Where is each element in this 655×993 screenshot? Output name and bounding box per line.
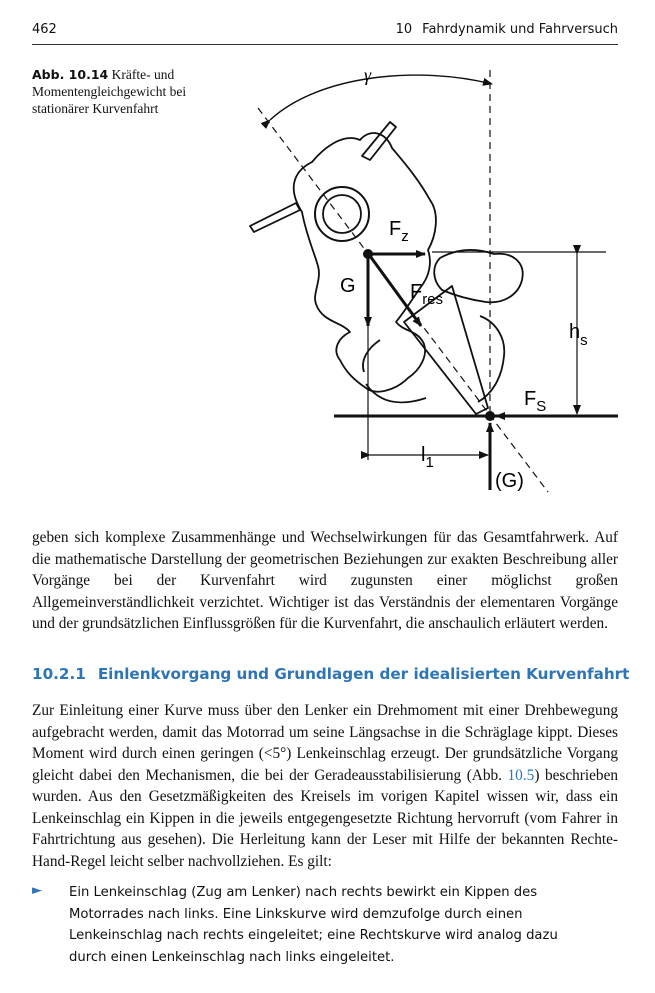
section-title: Einlenkvorgang und Grundlagen der idealisierten Kurvenfahrt bbox=[97, 665, 630, 683]
g-label: G bbox=[340, 275, 356, 297]
chapter-title: Fahrdynamik und Fahrversuch bbox=[422, 22, 618, 37]
bullet-text: Ein Lenkeinschlag (Zug am Lenker) nach rechts bewirkt ein Kippen des Motorrades nach links. Eine Linkskurve wird demzufolge durch einen Lenkeinschlag nach rechts eingeleitet; eine Rechtskurve wird analog dazu durch einen Lenkeinschlag nach links eingeleitet. bbox=[69, 885, 558, 965]
figure-label: Abb. 10.14 bbox=[32, 67, 109, 82]
running-head bbox=[396, 22, 618, 37]
g-reaction-label: (G) bbox=[495, 470, 524, 492]
page-number: 462 bbox=[32, 22, 57, 37]
paragraph-steering-part2: ) beschrieben wurden. Aus den Gesetzmäßigkeiten des Kreisels im vorigen Kapitel wissen wir, dass ein Lenkeinschlag ein Kippen in die jeweils entgegengesetzte Richtung hervorruft (vom Fahrer in Fahrtrichtung aus gesehen). Die Herleitung kann der Leser mit Hilfe der bekannten Rechte-Hand-Regel leicht selber nachvollziehen. Es gilt: bbox=[32, 766, 619, 870]
figure-motorcycle-cornering bbox=[220, 55, 640, 505]
motorcycle-silhouette bbox=[250, 122, 523, 414]
paragraph-steering-part1: Zur Einleitung einer Kurve muss über den Lenker ein Drehmoment mit einer Drehbewegung aufgebracht werden, damit das Motorrad um seine Längsachse in die Schräglage kippt. Dieses Moment wird durch einen geringen (<5°) Lenkeinschlag erzeugt. Der grundsätzliche Vorgang gleicht dabei den Mechanismen, die bei der Geradeausstabilisierung (Abb. bbox=[32, 702, 618, 784]
figure-reference-link[interactable]: 10.5 bbox=[507, 766, 535, 784]
paragraph-steering bbox=[32, 700, 618, 872]
hs-label: $h_s$ bbox=[569, 321, 588, 349]
figure-caption bbox=[32, 66, 217, 117]
header-rule bbox=[32, 44, 618, 45]
gamma-label: γ bbox=[364, 65, 372, 85]
section-heading bbox=[32, 665, 630, 683]
lean-angle-arc bbox=[270, 75, 492, 120]
l1-label: $l_1$ bbox=[421, 444, 434, 471]
fs-label: $F_S$ bbox=[524, 388, 547, 415]
fres-label: $F_{res}$ bbox=[410, 281, 444, 308]
page-header bbox=[32, 22, 618, 42]
chapter-number: 10 bbox=[395, 22, 413, 37]
fz-label: $F_z$ bbox=[389, 218, 409, 245]
tire-contact-point bbox=[485, 411, 495, 421]
paragraph-intro: geben sich komplexe Zusammenhänge und Wechselwirkungen für das Gesamtfahrwerk. Auf die mathematische Darstellung der geometrischen Beziehungen zur exakten Beschreibung aller Vorgänge bei der Kurvenfahrt wird zugunsten einer möglichst großen Allgemeinverständlichkeit verzichtet. Wichtiger ist das Verständnis der elementaren Vorgänge und der grundsätzlichen Einflussgrößen für die Kurvenfahrt, die anschaulich erläutert werden. bbox=[32, 529, 618, 632]
figure-caption-text: Kräfte- und Momentengleichgewicht bei stationärer Kurvenfahrt bbox=[32, 67, 187, 116]
bullet-marker-icon: ► bbox=[32, 883, 42, 898]
section-number: 10.2.1 bbox=[32, 665, 86, 683]
force-diagram bbox=[220, 55, 640, 505]
